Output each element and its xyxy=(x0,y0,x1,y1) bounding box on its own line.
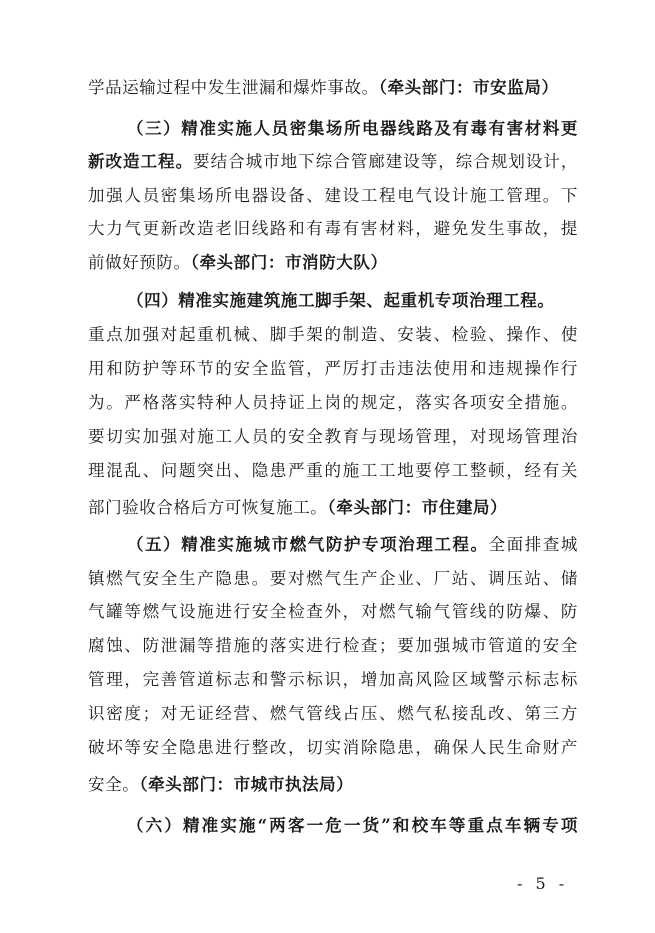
text-segment: 为。严格落实特种人员持证上岗的规定，落实各项安全措施。 xyxy=(88,393,578,412)
text-line xyxy=(88,389,578,417)
section-heading-5 xyxy=(127,531,578,559)
text-line xyxy=(88,494,578,522)
text-line xyxy=(88,771,578,799)
text-segment: 要结合城市地下综合管廊建设等，综合规划设计， xyxy=(193,152,578,171)
bold-text-segment: （牵头部门：市城市执法局） xyxy=(139,775,354,794)
text-segment: 安全。 xyxy=(88,775,140,794)
text-line xyxy=(88,249,578,277)
text-line xyxy=(88,457,578,485)
text-segment: 要切实加强对施工人员的安全教育与现场管理，对现场管理治 xyxy=(88,427,578,446)
bold-text-segment: （四）精准实施建筑施工脚手架、起重机专项治理工程。 xyxy=(127,291,555,310)
bold-text-segment: 新改造工程。 xyxy=(88,152,194,171)
text-line xyxy=(88,598,578,626)
bold-text-segment: （五）精准实施城市燃气防护专项治理工程。 xyxy=(127,535,489,554)
text-segment: 管理，完善管道标志和警示标识，增加高风险区域警示标志标 xyxy=(88,670,578,689)
text-segment: 识密度；对无证经营、燃气管线占压、燃气私接乱改、第三方 xyxy=(88,704,578,723)
text-segment: 气罐等燃气设施进行安全检查外，对燃气输气管线的防爆、防 xyxy=(88,602,578,621)
text-line xyxy=(88,632,578,660)
section-heading-3 xyxy=(127,115,578,143)
text-line xyxy=(88,666,578,694)
text-segment: 加强人员密集场所电器设备、建设工程电气设计施工管理。下 xyxy=(88,186,578,205)
text-segment: 部门验收合格后方可恢复施工。 xyxy=(88,498,328,517)
text-line xyxy=(88,74,578,102)
text-segment: 学品运输过程中发生泄漏和爆炸事故。 xyxy=(88,78,379,97)
text-segment: 腐蚀、防泄漏等措施的落实进行检查；要加强城市管道的安全 xyxy=(88,636,578,655)
text-segment: 镇燃气安全生产隐患。要对燃气生产企业、厂站、调压站、储 xyxy=(88,569,578,588)
text-segment: 前做好预防。 xyxy=(88,253,191,272)
text-segment: 用和防护等环节的安全监管，严厉打击违法使用和违规操作行 xyxy=(88,359,578,378)
bold-text-segment: （牵头部门：市安监局） xyxy=(378,78,559,97)
section-heading-6 xyxy=(127,812,578,840)
bold-text-segment: （六）精准实施“两客一危一货”和校车等重点车辆专项 xyxy=(127,816,578,835)
text-segment: 全面排查城 xyxy=(488,535,579,554)
text-line xyxy=(88,700,578,728)
text-line xyxy=(88,321,578,349)
page-number: - 5 - xyxy=(517,874,569,893)
text-segment: 理混乱、问题突出、隐患严重的施工工地要停工整顿，经有关 xyxy=(88,461,578,480)
bold-text-segment: （牵头部门：市住建局） xyxy=(327,498,508,517)
text-line xyxy=(88,148,578,176)
section-heading-4 xyxy=(127,287,578,315)
text-line xyxy=(88,182,578,210)
text-line xyxy=(88,734,578,762)
bold-text-segment: （三）精准实施人员密集场所电器线路及有毒有害材料更 xyxy=(127,119,578,138)
text-line xyxy=(88,215,578,243)
text-segment: 破坏等安全隐患进行整改，切实消除隐患，确保人民生命财产 xyxy=(88,738,578,757)
text-line xyxy=(88,565,578,593)
bold-text-segment: （牵头部门：市消防大队） xyxy=(190,253,388,272)
text-line xyxy=(88,423,578,451)
text-line xyxy=(88,355,578,383)
text-segment: 重点加强对起重机械、脚手架的制造、安装、检验、操作、使 xyxy=(88,325,578,344)
text-segment: 大力气更新改造老旧线路和有毒有害材料，避免发生事故，提 xyxy=(88,219,578,238)
